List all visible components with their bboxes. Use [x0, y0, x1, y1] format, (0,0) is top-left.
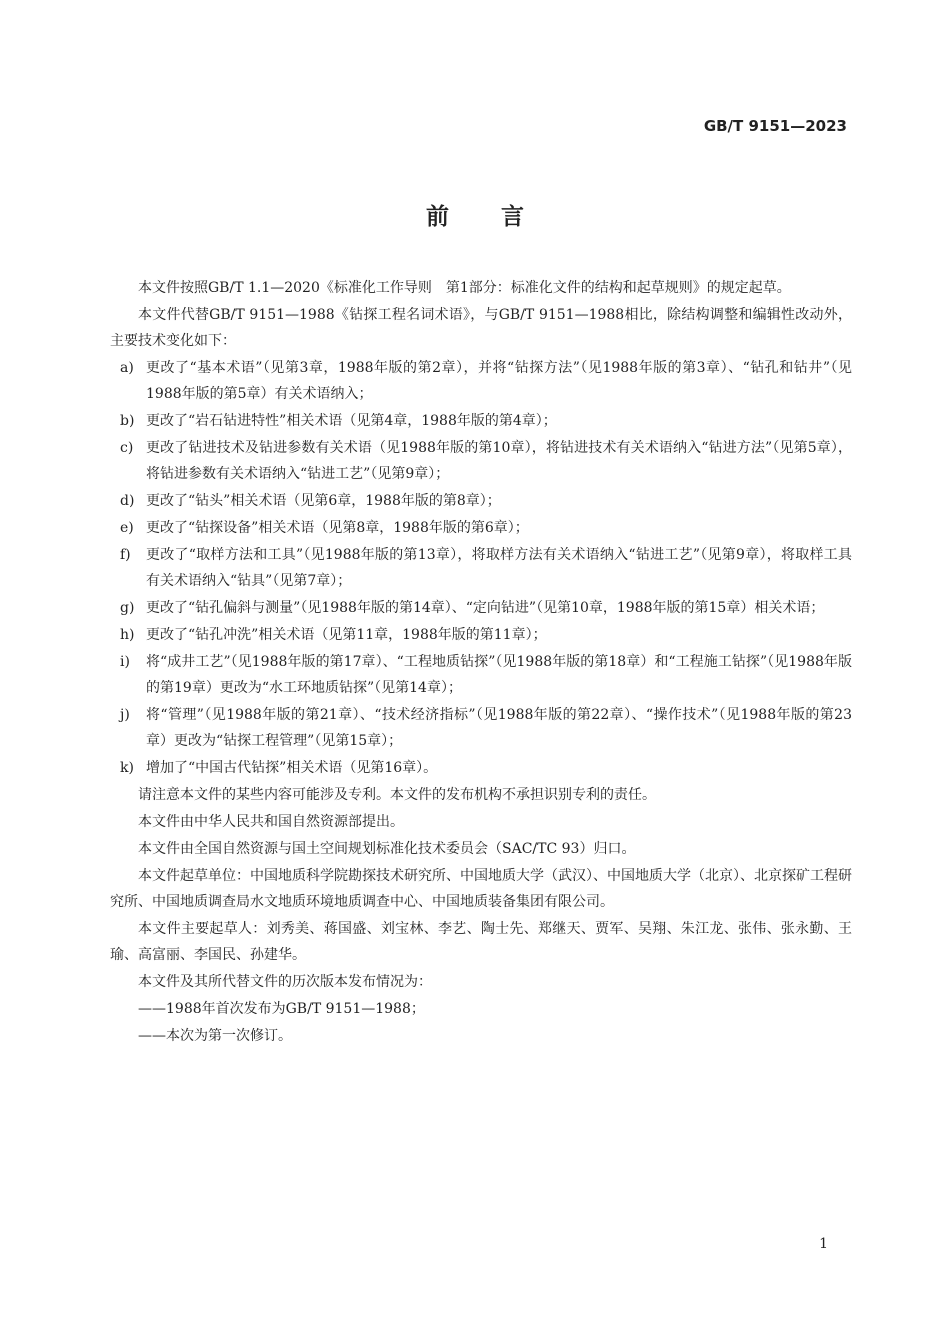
document-body	[110, 275, 852, 1050]
change-item-text: 更改了“基本术语”（见第3章，1988年版的第2章），并将“钻探方法”（见1988年版的第3章）、“钻孔和钻井”（见1988年版的第5章）有关术语纳入；	[146, 360, 852, 402]
drafters-paragraph: 本文件主要起草人：刘秀美、蒋国盛、刘宝林、李艺、陶士先、郑继天、贾军、吴翔、朱江龙、张伟、张永勤、王瑜、高富丽、李国民、孙建华。	[110, 921, 852, 963]
change-item-label: a)	[120, 360, 134, 376]
patent-notice: 请注意本文件的某些内容可能涉及专利。本文件的发布机构不承担识别专利的责任。	[138, 787, 656, 803]
change-item-label: i)	[120, 654, 130, 670]
change-item-label: k)	[120, 760, 134, 776]
change-item-label: h)	[120, 627, 135, 643]
standard-code: GB/T 9151—2023	[703, 117, 847, 135]
change-item-label: g)	[120, 600, 135, 616]
change-item-g	[110, 595, 852, 621]
change-item-text: 将“管理”（见1988年版的第21章）、“技术经济指标”（见1988年版的第22章）、“操作技术”（见1988年版的第23章）更改为“钻探工程管理”（见第15章）；	[146, 707, 852, 749]
change-item-text: 更改了“钻头”相关术语（见第6章，1988年版的第8章）；	[146, 493, 501, 509]
change-item-label: f)	[120, 547, 131, 563]
change-item-d	[110, 488, 852, 514]
committee-paragraph: 本文件由全国自然资源与国土空间规划标准化技术委员会（SAC/TC 93）归口。	[138, 841, 636, 857]
history-intro-paragraph: 本文件及其所代替文件的历次版本发布情况为：	[138, 974, 432, 990]
change-item-label: c)	[120, 440, 134, 456]
change-item-i	[110, 649, 852, 701]
change-item-text: 更改了“取样方法和工具”（见1988年版的第13章），将取样方法有关术语纳入“钻进工艺”（见第9章），将取样工具有关术语纳入“钻具”（见第7章）；	[146, 547, 852, 589]
change-item-label: b)	[120, 413, 135, 429]
change-item-text: 更改了“钻探设备”相关术语（见第8章，1988年版的第6章）；	[146, 520, 529, 536]
intro-paragraph-1: 本文件按照GB/T 1.1—2020《标准化工作导则 第1部分：标准化文件的结构和起草规则》的规定起草。	[138, 280, 791, 296]
change-item-label: d)	[120, 493, 135, 509]
change-item-text: 将“成井工艺”（见1988年版的第17章）、“工程地质钻探”（见1988年版的第18章）和“工程施工钻探”（见1988年版的第19章）更改为“水工环地质钻探”（见第14章）；	[146, 654, 852, 696]
change-item-f	[110, 542, 852, 594]
change-item-k	[110, 755, 852, 781]
change-item-label: j)	[120, 707, 130, 723]
history-item-2: ——本次为第一次修订。	[138, 1028, 292, 1044]
change-item-a	[110, 355, 852, 407]
history-item-1: ——1988年首次发布为GB/T 9151—1988；	[138, 1001, 425, 1017]
change-item-j	[110, 702, 852, 754]
page-number: 1	[819, 1236, 828, 1252]
change-item-b	[110, 408, 852, 434]
change-item-h	[110, 622, 852, 648]
change-item-text: 更改了“钻孔冲洗”相关术语（见第11章，1988年版的第11章）；	[146, 627, 547, 643]
drafting-units-paragraph: 本文件起草单位：中国地质科学院勘探技术研究所、中国地质大学（武汉）、中国地质大学（北京）、北京探矿工程研究所、中国地质调查局水文地质环境地质调查中心、中国地质装备集团有限公司。	[110, 868, 852, 910]
change-item-text: 更改了钻进技术及钻进参数有关术语（见1988年版的第10章），将钻进技术有关术语纳入“钻进方法”（见第5章），将钻进参数有关术语纳入“钻进工艺”（见第9章）；	[146, 440, 852, 482]
page-title: 前言	[426, 204, 576, 230]
change-item-c	[110, 435, 852, 487]
change-item-text: 增加了“中国古代钻探”相关术语（见第16章）。	[146, 760, 438, 776]
change-item-text: 更改了“钻孔偏斜与测量”（见1988年版的第14章）、“定向钻进”（见第10章，1988年版的第15章）相关术语；	[146, 600, 825, 616]
intro-paragraph-2: 本文件代替GB/T 9151—1988《钻探工程名词术语》，与GB/T 9151—1988相比，除结构调整和编辑性改动外，主要技术变化如下：	[110, 307, 852, 349]
change-item-e	[110, 515, 852, 541]
change-item-label: e)	[120, 520, 134, 536]
proposer-paragraph: 本文件由中华人民共和国自然资源部提出。	[138, 814, 404, 830]
change-item-text: 更改了“岩石钻进特性”相关术语（见第4章，1988年版的第4章）；	[146, 413, 557, 429]
